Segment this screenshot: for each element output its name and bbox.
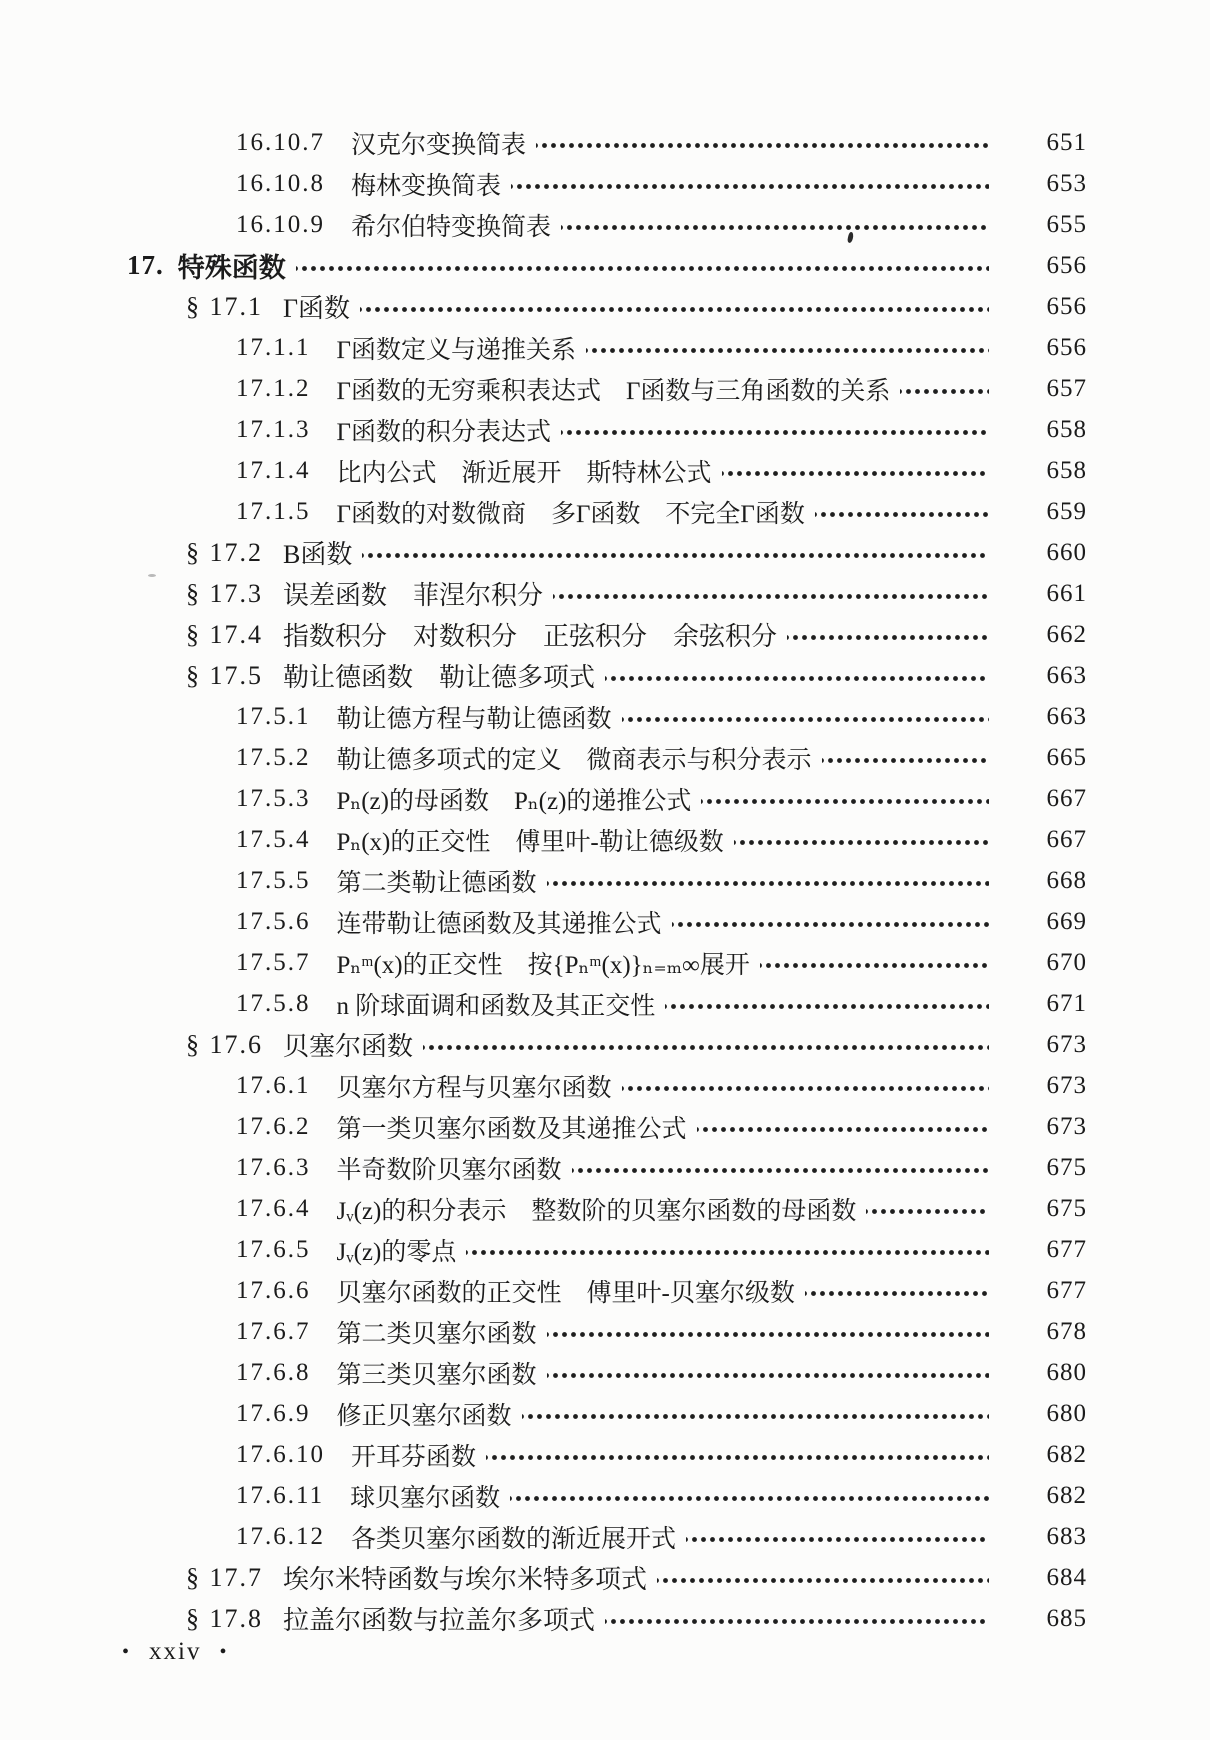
dot-leader: [296, 245, 989, 286]
entry-number: § 17.6: [186, 1029, 263, 1059]
entry-title: 各类贝塞尔函数的渐近展开式: [351, 1525, 677, 1553]
dot-leader: [672, 901, 989, 942]
dot-leader: [466, 1229, 989, 1270]
toc-entry: [0, 327, 1210, 368]
toc-entry: [0, 1557, 1210, 1598]
entry-page: 656: [1046, 251, 1087, 279]
entry-number: 17.6.5: [236, 1235, 311, 1263]
entry-title: Γ函数的对数微商 多Γ函数 不完全Γ函数: [336, 500, 805, 528]
entry-page: 656: [1046, 333, 1087, 361]
toc-entry: [0, 1475, 1210, 1516]
entry-page: 658: [1046, 456, 1087, 484]
dot-leader: [605, 1598, 989, 1639]
entry-number: 17.6.6: [236, 1276, 311, 1304]
dot-leader: [866, 1188, 989, 1229]
footer-bullet-right: •: [219, 1641, 229, 1663]
dot-leader: [760, 942, 989, 983]
dot-leader: [605, 655, 989, 696]
toc-entry: [0, 901, 1210, 942]
dot-leader: [701, 778, 989, 819]
page-footer: [122, 1638, 228, 1666]
dot-leader: [511, 163, 989, 204]
entry-page: 655: [1046, 210, 1087, 238]
toc-entry: [0, 1598, 1210, 1639]
entry-title: 勒让德函数 勒让德多项式: [283, 663, 596, 692]
entry-number: 17.5.3: [236, 784, 311, 812]
entry-page: 680: [1046, 1399, 1087, 1427]
entry-number: 17.5.6: [236, 907, 311, 935]
entry-page: 662: [1046, 620, 1087, 648]
entry-title: 修正贝塞尔函数: [336, 1402, 512, 1430]
dot-leader: [822, 737, 989, 778]
entry-title: 贝塞尔函数的正交性 傅里叶-贝塞尔级数: [336, 1279, 795, 1307]
entry-title: 汉克尔变换简表: [351, 131, 527, 159]
entry-number: 17.: [127, 250, 164, 280]
entry-page: 659: [1046, 497, 1087, 525]
entry-title: n 阶球面调和函数及其正交性: [336, 992, 656, 1020]
dot-leader: [362, 532, 989, 573]
entry-number: 17.6.10: [236, 1440, 325, 1468]
entry-title: 埃尔米特函数与埃尔米特多项式: [283, 1565, 648, 1594]
entry-number: § 17.8: [186, 1603, 263, 1633]
entry-number: § 17.5: [186, 660, 263, 690]
entry-number: 17.5.8: [236, 989, 311, 1017]
entry-title: 贝塞尔函数: [283, 1032, 414, 1061]
toc-entry: [0, 655, 1210, 696]
entry-page: 673: [1046, 1030, 1087, 1058]
toc-entry: [0, 1188, 1210, 1229]
entry-number: 17.6.3: [236, 1153, 311, 1181]
entry-title: Γ函数的积分表达式: [336, 418, 551, 446]
entry-page: 675: [1046, 1194, 1087, 1222]
entry-page: 667: [1046, 825, 1087, 853]
toc-entry: [0, 942, 1210, 983]
entry-number: 17.5.7: [236, 948, 311, 976]
entry-page: 663: [1046, 702, 1087, 730]
dot-leader: [572, 1147, 989, 1188]
entry-number: 17.1.4: [236, 456, 311, 484]
entry-number: 17.6.7: [236, 1317, 311, 1345]
entry-title: Γ函数定义与递推关系: [336, 336, 576, 364]
entry-title: Jᵥ(z)的积分表示 整数阶的贝塞尔函数的母函数: [336, 1197, 857, 1225]
toc-entry: [0, 450, 1210, 491]
entry-number: 17.6.1: [236, 1071, 311, 1099]
dot-leader: [622, 696, 989, 737]
dot-leader: [787, 614, 989, 655]
toc-list: [0, 122, 1210, 1639]
dot-leader: [561, 409, 989, 450]
toc-entry: [0, 1024, 1210, 1065]
entry-page: 684: [1046, 1563, 1087, 1591]
toc-entry: [0, 860, 1210, 901]
toc-entry: [0, 1065, 1210, 1106]
dot-leader: [805, 1270, 989, 1311]
entry-title: 贝塞尔方程与贝塞尔函数: [336, 1074, 612, 1102]
entry-page: 668: [1046, 866, 1087, 894]
entry-page: 661: [1046, 579, 1087, 607]
entry-page: 671: [1046, 989, 1087, 1017]
entry-page: 660: [1046, 538, 1087, 566]
toc-entry: [0, 245, 1210, 286]
toc-entry: [0, 1434, 1210, 1475]
toc-entry: [0, 1393, 1210, 1434]
dot-leader: [536, 122, 989, 163]
toc-entry: [0, 1270, 1210, 1311]
entry-number: 17.6.4: [236, 1194, 311, 1222]
toc-entry: [0, 1229, 1210, 1270]
entry-title: B函数: [283, 540, 353, 569]
entry-number: 17.5.1: [236, 702, 311, 730]
dot-leader: [697, 1106, 989, 1147]
dot-leader: [657, 1557, 989, 1598]
entry-number: 17.6.9: [236, 1399, 311, 1427]
entry-number: § 17.2: [186, 537, 263, 567]
entry-number: 16.10.7: [236, 128, 325, 156]
entry-number: 17.1.5: [236, 497, 311, 525]
entry-page: 678: [1046, 1317, 1087, 1345]
entry-title: 指数积分 对数积分 正弦积分 余弦积分: [283, 622, 778, 651]
dot-leader: [522, 1393, 989, 1434]
footer-bullet-left: •: [122, 1641, 132, 1663]
entry-title: Jᵥ(z)的零点: [336, 1238, 457, 1266]
toc-entry: [0, 409, 1210, 450]
entry-page: 677: [1046, 1235, 1087, 1263]
dot-leader: [586, 327, 989, 368]
toc-entry: [0, 286, 1210, 327]
entry-title: Γ函数的无穷乘积表达式 Γ函数与三角函数的关系: [336, 377, 891, 405]
entry-title: 勒让德方程与勒让德函数: [336, 705, 612, 733]
entry-title: 连带勒让德函数及其递推公式: [336, 910, 662, 938]
entry-title: 希尔伯特变换简表: [351, 213, 552, 241]
entry-number: 17.5.4: [236, 825, 311, 853]
entry-number: § 17.1: [186, 291, 263, 321]
entry-page: 682: [1046, 1440, 1087, 1468]
entry-number: 16.10.9: [236, 210, 325, 238]
entry-page: 680: [1046, 1358, 1087, 1386]
entry-page: 651: [1046, 128, 1087, 156]
dot-leader: [360, 286, 989, 327]
entry-number: 17.1.1: [236, 333, 311, 361]
toc-entry: [0, 614, 1210, 655]
entry-number: 17.5.5: [236, 866, 311, 894]
entry-number: § 17.3: [186, 578, 263, 608]
dot-leader: [622, 1065, 989, 1106]
entry-number: 17.5.2: [236, 743, 311, 771]
entry-title: 开耳芬函数: [351, 1443, 477, 1471]
toc-entry: [0, 491, 1210, 532]
entry-page: 653: [1046, 169, 1087, 197]
toc-entry: [0, 1147, 1210, 1188]
dot-leader: [547, 1311, 989, 1352]
dot-leader: [547, 860, 989, 901]
entry-number: 17.6.2: [236, 1112, 311, 1140]
toc-entry: [0, 368, 1210, 409]
entry-page: 677: [1046, 1276, 1087, 1304]
entry-page: 667: [1046, 784, 1087, 812]
entry-title: 半奇数阶贝塞尔函数: [336, 1156, 562, 1184]
entry-page: 665: [1046, 743, 1087, 771]
entry-page: 675: [1046, 1153, 1087, 1181]
dot-leader: [423, 1024, 989, 1065]
entry-title: 梅林变换简表: [351, 172, 502, 200]
entry-title: 球贝塞尔函数: [350, 1484, 501, 1512]
dot-leader: [734, 819, 989, 860]
toc-entry: [0, 204, 1210, 245]
toc-entry: [0, 532, 1210, 573]
toc-entry: [0, 1352, 1210, 1393]
entry-title: Pₙ(x)的正交性 傅里叶-勒让德级数: [336, 828, 724, 856]
entry-number: 17.6.12: [236, 1522, 325, 1550]
dot-leader: [510, 1475, 989, 1516]
toc-entry: [0, 983, 1210, 1024]
toc-entry: [0, 573, 1210, 614]
dot-leader: [686, 1516, 989, 1557]
toc-entry: [0, 696, 1210, 737]
entry-title: 第二类贝塞尔函数: [336, 1320, 537, 1348]
toc-entry: [0, 1106, 1210, 1147]
entry-number: 17.1.3: [236, 415, 311, 443]
entry-title: 特殊函数: [177, 253, 286, 283]
entry-page: 682: [1046, 1481, 1087, 1509]
dot-leader: [665, 983, 989, 1024]
entry-title: 拉盖尔函数与拉盖尔多项式: [283, 1606, 596, 1635]
dot-leader: [900, 368, 989, 409]
entry-page: 670: [1046, 948, 1087, 976]
entry-page: 669: [1046, 907, 1087, 935]
entry-page: 663: [1046, 661, 1087, 689]
dot-leader: [561, 204, 989, 245]
dot-leader: [815, 491, 989, 532]
entry-number: 17.1.2: [236, 374, 311, 402]
toc-entry: [0, 163, 1210, 204]
dot-leader: [722, 450, 989, 491]
entry-title: 勒让德多项式的定义 微商表示与积分表示: [336, 746, 812, 774]
entry-number: 16.10.8: [236, 169, 325, 197]
entry-page: 683: [1046, 1522, 1087, 1550]
entry-number: 17.6.11: [236, 1481, 325, 1509]
entry-title: 第一类贝塞尔函数及其递推公式: [336, 1115, 687, 1143]
entry-page: 657: [1046, 374, 1087, 402]
footer-page-roman: xxiv: [149, 1638, 202, 1665]
toc-entry: [0, 819, 1210, 860]
toc-entry: [0, 737, 1210, 778]
toc-entry: [0, 778, 1210, 819]
toc-entry: [0, 122, 1210, 163]
dot-leader: [547, 1352, 989, 1393]
entry-number: § 17.7: [186, 1562, 263, 1592]
entry-title: Pₙᵐ(x)的正交性 按{Pₙᵐ(x)}ₙ₌ₘ∞展开: [336, 951, 750, 979]
entry-title: 比内公式 渐近展开 斯特林公式: [336, 459, 712, 487]
entry-title: 第三类贝塞尔函数: [336, 1361, 537, 1389]
entry-number: 17.6.8: [236, 1358, 311, 1386]
dot-leader: [553, 573, 989, 614]
entry-page: 673: [1046, 1112, 1087, 1140]
toc-entry: [0, 1516, 1210, 1557]
dot-leader: [486, 1434, 989, 1475]
entry-page: 658: [1046, 415, 1087, 443]
entry-page: 656: [1046, 292, 1087, 320]
entry-number: § 17.4: [186, 619, 263, 649]
entry-title: Γ函数: [283, 294, 351, 323]
scan-speck: [148, 574, 156, 577]
toc-entry: [0, 1311, 1210, 1352]
entry-page: 685: [1046, 1604, 1087, 1632]
entry-title: 第二类勒让德函数: [336, 869, 537, 897]
entry-title: 误差函数 菲涅尔积分: [283, 581, 544, 610]
entry-title: Pₙ(z)的母函数 Pₙ(z)的递推公式: [336, 787, 692, 815]
entry-page: 673: [1046, 1071, 1087, 1099]
